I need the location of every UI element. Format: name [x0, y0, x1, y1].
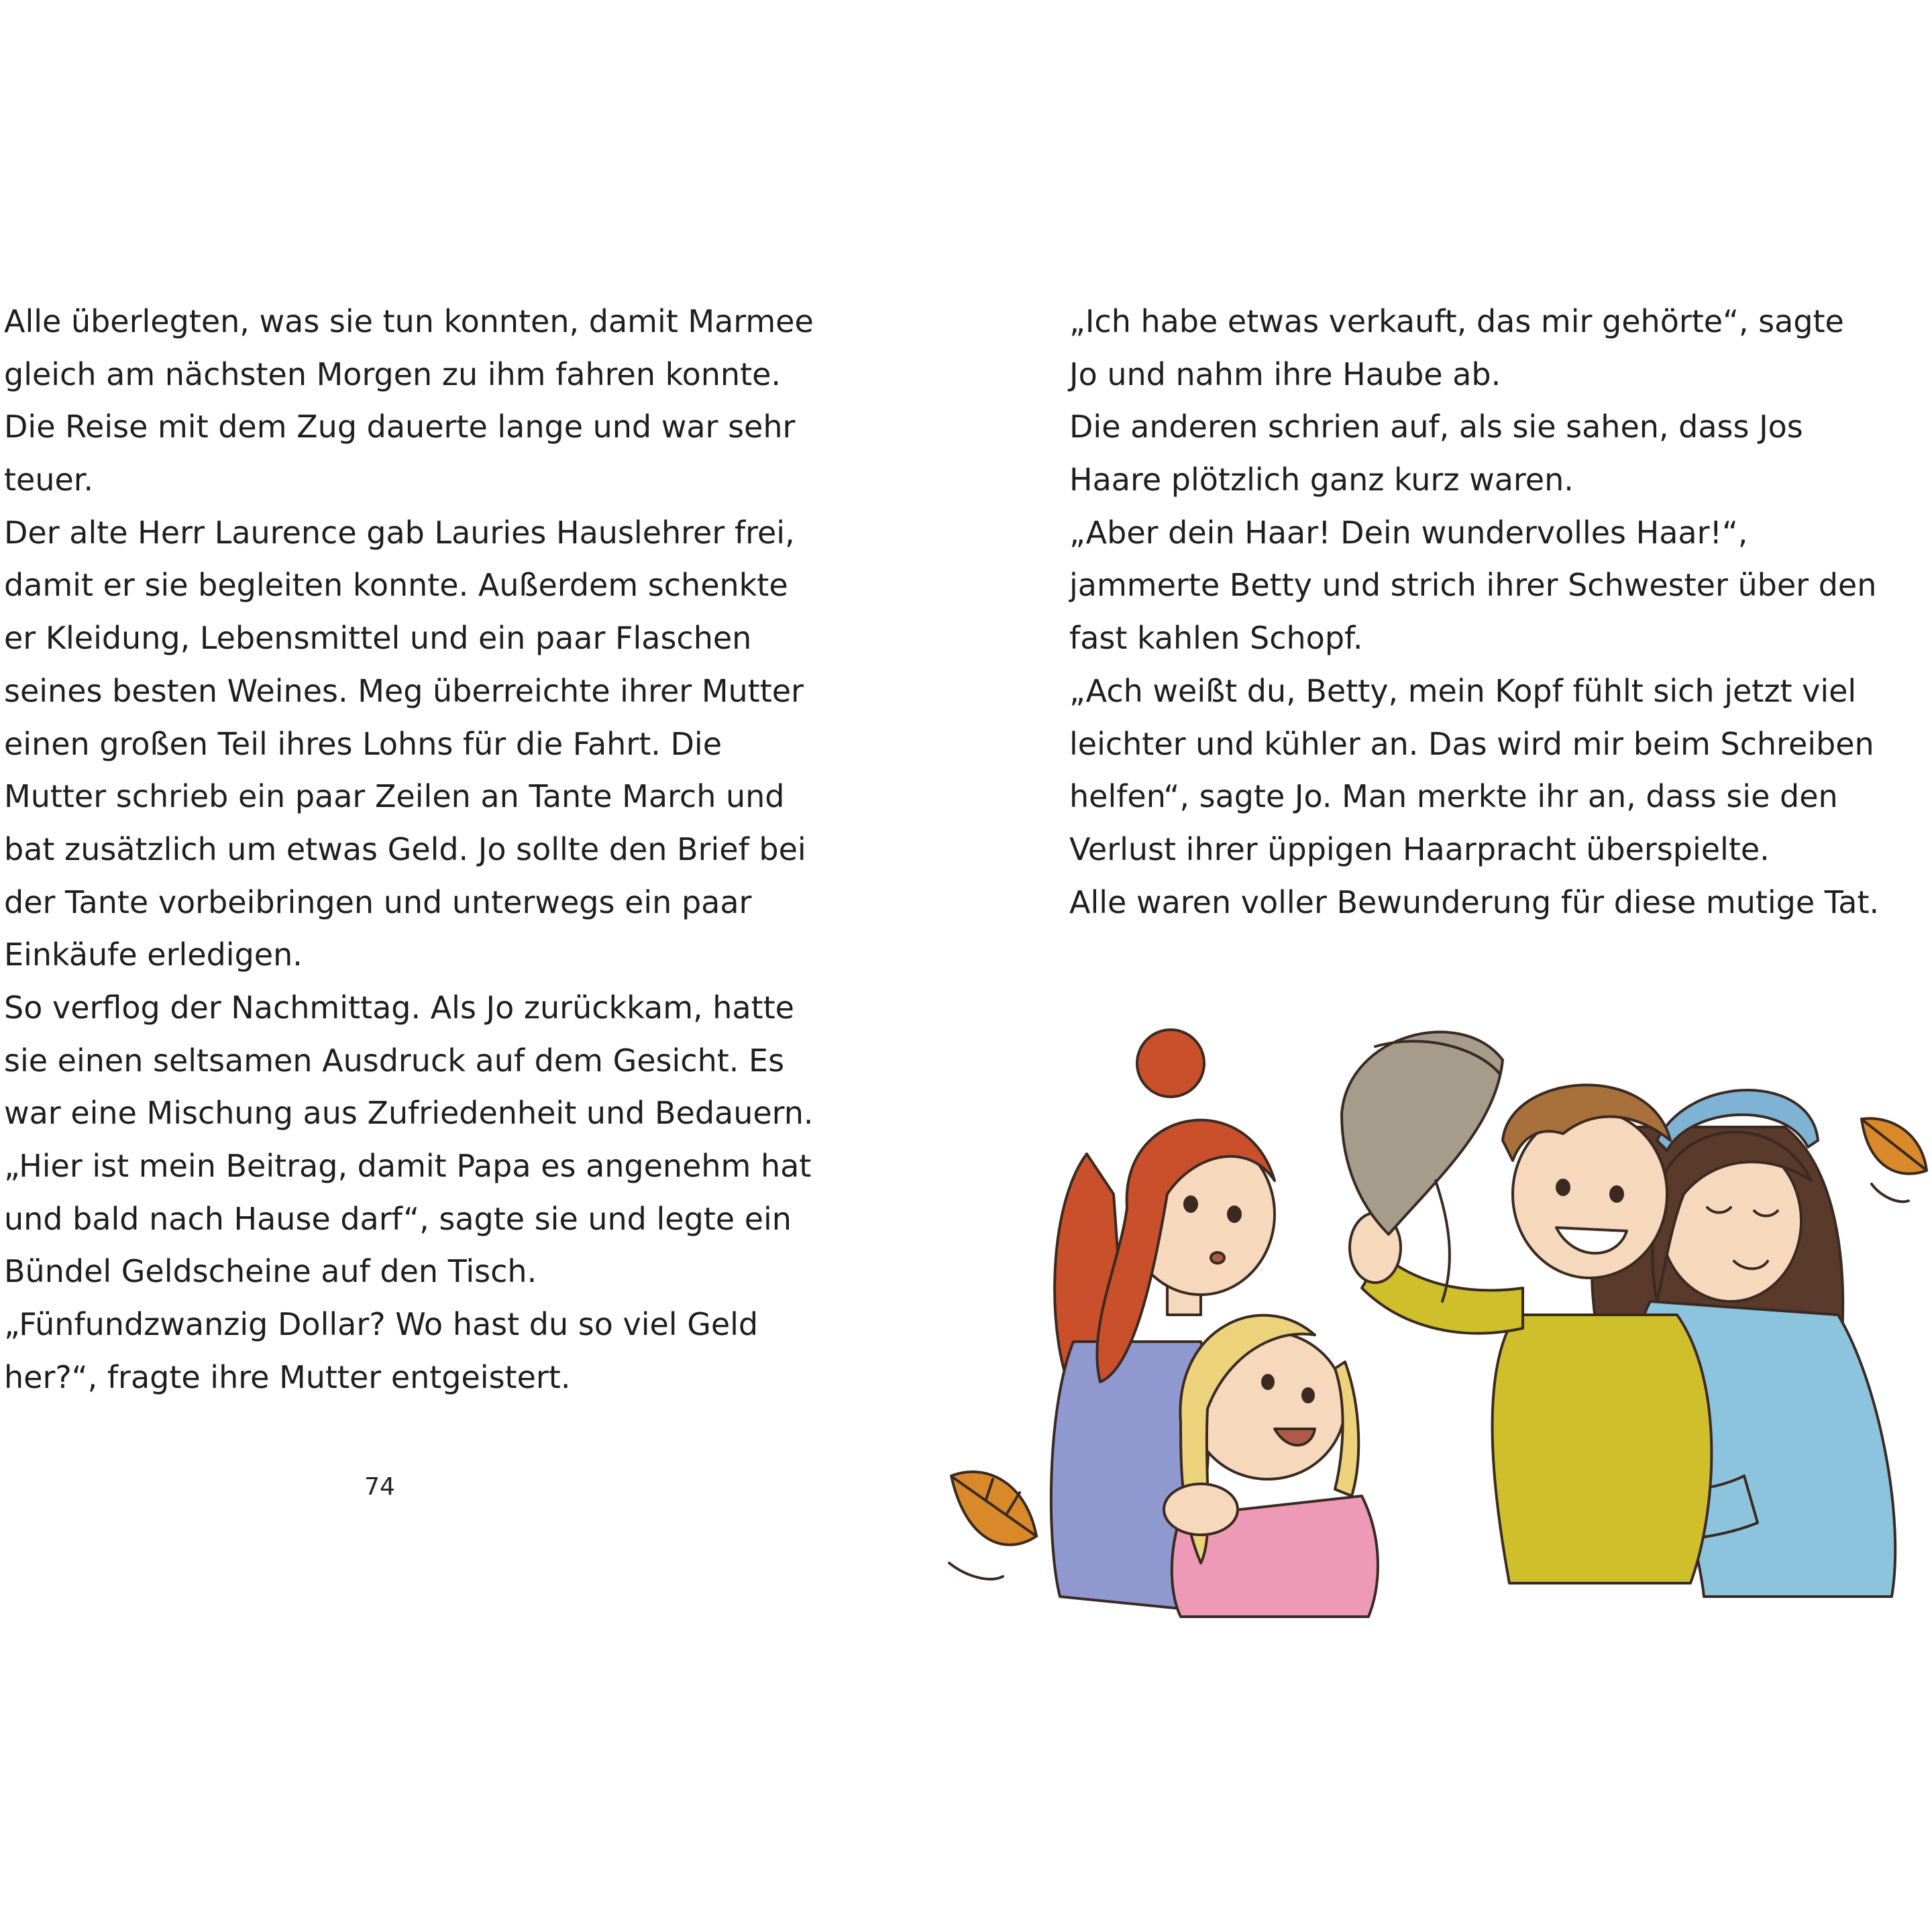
text-line: Bündel Geldscheine auf den Tisch. — [4, 1253, 537, 1290]
text-line: Haare plötzlich ganz kurz waren. — [1069, 462, 1574, 498]
text-line: helfen“, sagte Jo. Man merkte ihr an, dass sie den — [1069, 778, 1838, 815]
text-line: „Aber dein Haar! Dein wundervolles Haar!“, — [1069, 514, 1748, 551]
bonnet — [1342, 1032, 1503, 1234]
text-line: jammerte Betty und strich ihrer Schwester über den — [1069, 567, 1877, 604]
text-line: der Tante vorbeibringen und unterwegs ein paar — [4, 883, 752, 920]
text-line: war eine Mischung aus Zufriedenheit und Bedauern. — [4, 1095, 814, 1132]
text-line: er Kleidung, Lebensmittel und ein paar Flaschen — [4, 620, 752, 657]
text-line: her?“, fragte ihre Mutter entgeistert. — [4, 1358, 571, 1395]
leaf-left-icon — [949, 1472, 1036, 1579]
text-line: damit er sie begleiten konnte. Außerdem schenkte — [4, 567, 788, 604]
sisters-illustration — [926, 993, 1932, 1637]
text-line: Mutter schrieb ein paar Zeilen an Tante March und — [4, 778, 785, 815]
leaf-motion-line — [1872, 1184, 1909, 1201]
text-line: Alle überlegten, was sie tun konnten, damit Marmee — [4, 303, 814, 339]
meg-eye — [1185, 1197, 1197, 1212]
text-line: einen großen Teil ihres Lohns für die Fahrt. Die — [4, 725, 722, 762]
right-page-text — [1069, 295, 1901, 928]
text-line: „Ich habe etwas verkauft, das mir gehörte“, sagte — [1069, 303, 1844, 339]
text-line: gleich am nächsten Morgen zu ihm fahren konnte. — [4, 356, 782, 392]
leaf-right-icon — [1862, 1118, 1927, 1201]
text-line: Die Reise mit dem Zug dauerte lange und war sehr — [4, 409, 796, 445]
text-line: Jo und nahm ihre Haube ab. — [1069, 356, 1501, 392]
text-line: teuer. — [4, 462, 94, 498]
text-line: „Fünfundzwanzig Dollar? Wo hast du so viel Geld — [4, 1306, 759, 1343]
leaf-motion-line — [949, 1563, 1003, 1579]
meg-eye — [1228, 1207, 1240, 1222]
meg-hand-on-amy — [1164, 1484, 1238, 1535]
text-line: sie einen seltsamen Ausdruck auf dem Gesicht. Es — [4, 1042, 785, 1079]
text-line: seines besten Weines. Meg überreichte ihrer Mutter — [4, 672, 804, 709]
text-line: Verlust ihrer üppigen Haarpracht überspielte. — [1069, 830, 1770, 867]
meg-mouth — [1211, 1252, 1224, 1263]
jo-eye — [1557, 1180, 1569, 1195]
text-line: So verflog der Nachmittag. Als Jo zurückkam, hatte — [4, 989, 794, 1026]
text-line: „Hier ist mein Beitrag, damit Papa es angenehm hat — [4, 1148, 812, 1184]
jo-sweater — [1493, 1315, 1712, 1583]
amy-figure — [1164, 1316, 1378, 1617]
text-line: Alle waren voller Bewunderung für diese mutige Tat. — [1069, 883, 1880, 920]
amy-eye — [1263, 1375, 1273, 1389]
jo-eye — [1611, 1187, 1623, 1201]
text-line: fast kahlen Schopf. — [1069, 620, 1363, 657]
left-page-text — [4, 295, 814, 1403]
text-line: Die anderen schrien auf, als sie sahen, dass Jos — [1069, 409, 1803, 445]
page-number: 74 — [364, 1473, 395, 1501]
text-line: und bald nach Hause darf“, sagte sie und legte ein — [4, 1200, 792, 1237]
text-line: bat zusätzlich um etwas Geld. Jo sollte den Brief bei — [4, 830, 806, 867]
text-line: „Ach weißt du, Betty, mein Kopf fühlt sich jetzt viel — [1069, 672, 1857, 709]
meg-hair-bun — [1137, 1030, 1204, 1097]
text-line: Der alte Herr Laurence gab Lauries Hauslehrer frei, — [4, 514, 795, 551]
leaf-shape — [951, 1472, 1036, 1545]
amy-eye — [1303, 1389, 1313, 1402]
text-line: leichter und kühler an. Das wird mir beim Schreiben — [1069, 725, 1874, 762]
text-line: Einkäufe erledigen. — [4, 936, 303, 973]
